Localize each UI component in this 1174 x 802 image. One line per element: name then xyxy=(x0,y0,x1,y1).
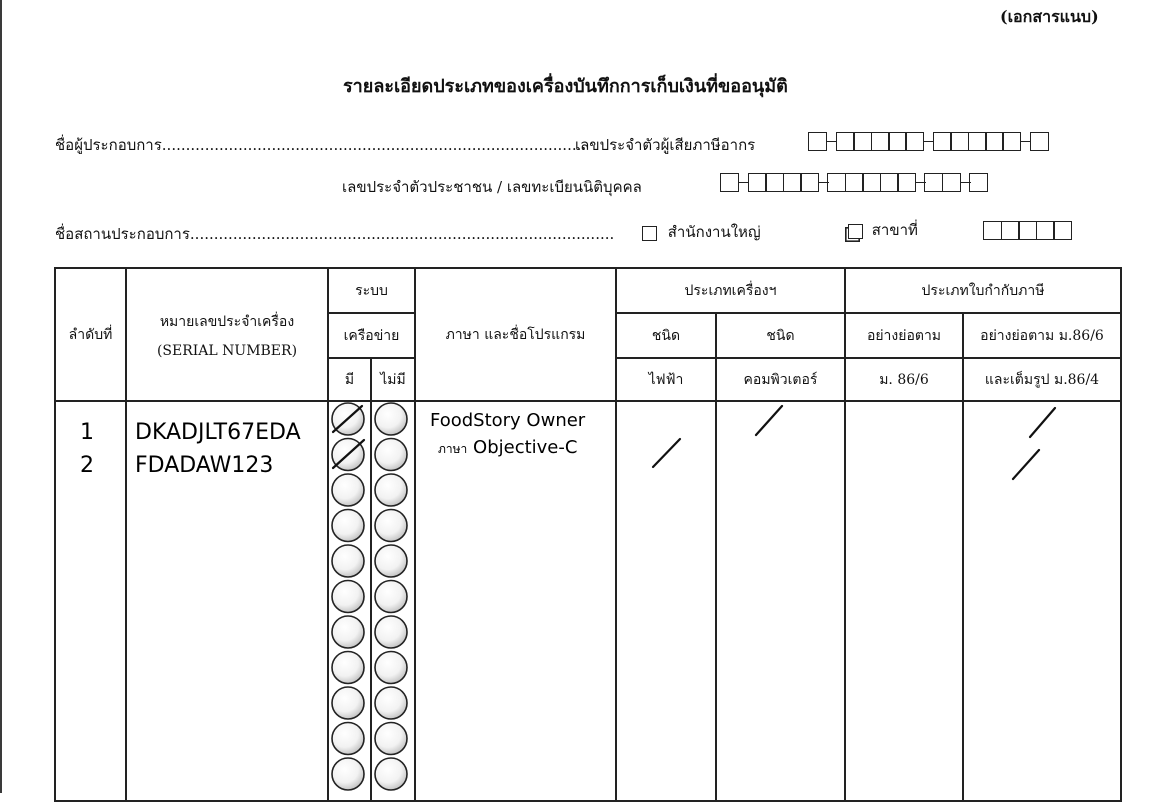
network-bubbles[interactable] xyxy=(332,403,407,790)
network-has-bubble[interactable] xyxy=(332,581,364,613)
row-1-program: FoodStory Owner xyxy=(430,410,586,431)
header-has: มี xyxy=(328,358,371,401)
header-seq: ลำดับที่ xyxy=(55,268,126,401)
header-computer: คอมพิวเตอร์ xyxy=(716,358,845,401)
row-2-program-lang: Objective-C xyxy=(473,437,578,458)
header-abbrev-law: ม. 86/6 xyxy=(845,358,963,401)
row-1-seq: 1 xyxy=(80,420,94,445)
header-network-top: ระบบ xyxy=(328,268,415,313)
network-none-bubble[interactable] xyxy=(375,545,407,577)
header-machine-type: ประเภทเครื่องฯ xyxy=(616,268,845,313)
header-network-bottom: เครือข่าย xyxy=(328,313,415,358)
header-abbrev: อย่างย่อตาม xyxy=(845,313,963,358)
network-has-bubble[interactable] xyxy=(332,723,364,755)
header-full-law: และเต็มรูป ม.86/4 xyxy=(963,358,1121,401)
row-2-program-lang-label: ภาษา xyxy=(438,442,468,456)
header-invoice-type: ประเภทใบกำกับภาษี xyxy=(845,268,1121,313)
network-none-bubble[interactable] xyxy=(375,758,407,790)
tick-marks xyxy=(333,406,1055,479)
network-has-bubble[interactable] xyxy=(332,687,364,719)
network-has-bubble[interactable] xyxy=(332,758,364,790)
row-2-full-mark xyxy=(1013,450,1039,479)
network-none-bubble[interactable] xyxy=(375,439,407,471)
network-none-bubble[interactable] xyxy=(375,510,407,542)
network-none-bubble[interactable] xyxy=(375,474,407,506)
header-program: ภาษา และชื่อโปรแกรม xyxy=(415,268,616,401)
header-type-computer: ชนิด xyxy=(716,313,845,358)
network-has-bubble[interactable] xyxy=(332,545,364,577)
network-has-bubble[interactable] xyxy=(332,474,364,506)
branch-label: สาขาที่ xyxy=(871,221,918,239)
header-serial-th: หมายเลขประจำเครื่อง xyxy=(159,313,295,330)
citizen-id-label: เลขประจำตัวประชาชน / เลขทะเบียนนิติบุคคล xyxy=(342,178,642,196)
row-2-seq: 2 xyxy=(80,453,94,478)
header-none: ไม่มี xyxy=(371,358,415,401)
header-abbrev-full: อย่างย่อตาม ม.86/6 xyxy=(963,313,1121,358)
network-none-bubble[interactable] xyxy=(375,581,407,613)
network-none-bubble[interactable] xyxy=(375,616,407,648)
header-electric: ไฟฟ้า xyxy=(616,358,716,401)
network-has-bubble[interactable] xyxy=(332,652,364,684)
network-none-bubble[interactable] xyxy=(375,403,407,435)
network-has-bubble[interactable] xyxy=(332,616,364,648)
network-has-bubble[interactable] xyxy=(332,510,364,542)
row-2-electric-mark xyxy=(653,439,680,467)
tax-id-label: เลขประจำตัวผู้เสียภาษีอากร xyxy=(575,136,756,154)
row-2-serial: FDADAW123 xyxy=(135,453,274,478)
network-none-bubble[interactable] xyxy=(375,652,407,684)
row-1-full-mark xyxy=(1030,408,1055,437)
header-type-electric: ชนิด xyxy=(616,313,716,358)
head-office-label: สำนักงานใหญ่ xyxy=(667,223,761,241)
operator-name-field[interactable]: ชื่อผู้ประกอบการ......................................................................................... xyxy=(55,136,587,154)
annex-label: (เอกสารแนบ) xyxy=(1000,7,1099,26)
header-serial-en: (SERIAL NUMBER) xyxy=(156,342,298,359)
row-1-computer-mark xyxy=(756,406,782,435)
document-title: รายละเอียดประเภทของเครื่องบันทึกการเก็บเงินที่ขออนุมัติ xyxy=(343,76,788,97)
place-name-field[interactable]: ชื่อสถานประกอบการ......................................................................................... xyxy=(55,225,615,243)
network-none-bubble[interactable] xyxy=(375,723,407,755)
row-1-serial: DKADJLT67EDA xyxy=(135,420,301,445)
network-none-bubble[interactable] xyxy=(375,687,407,719)
